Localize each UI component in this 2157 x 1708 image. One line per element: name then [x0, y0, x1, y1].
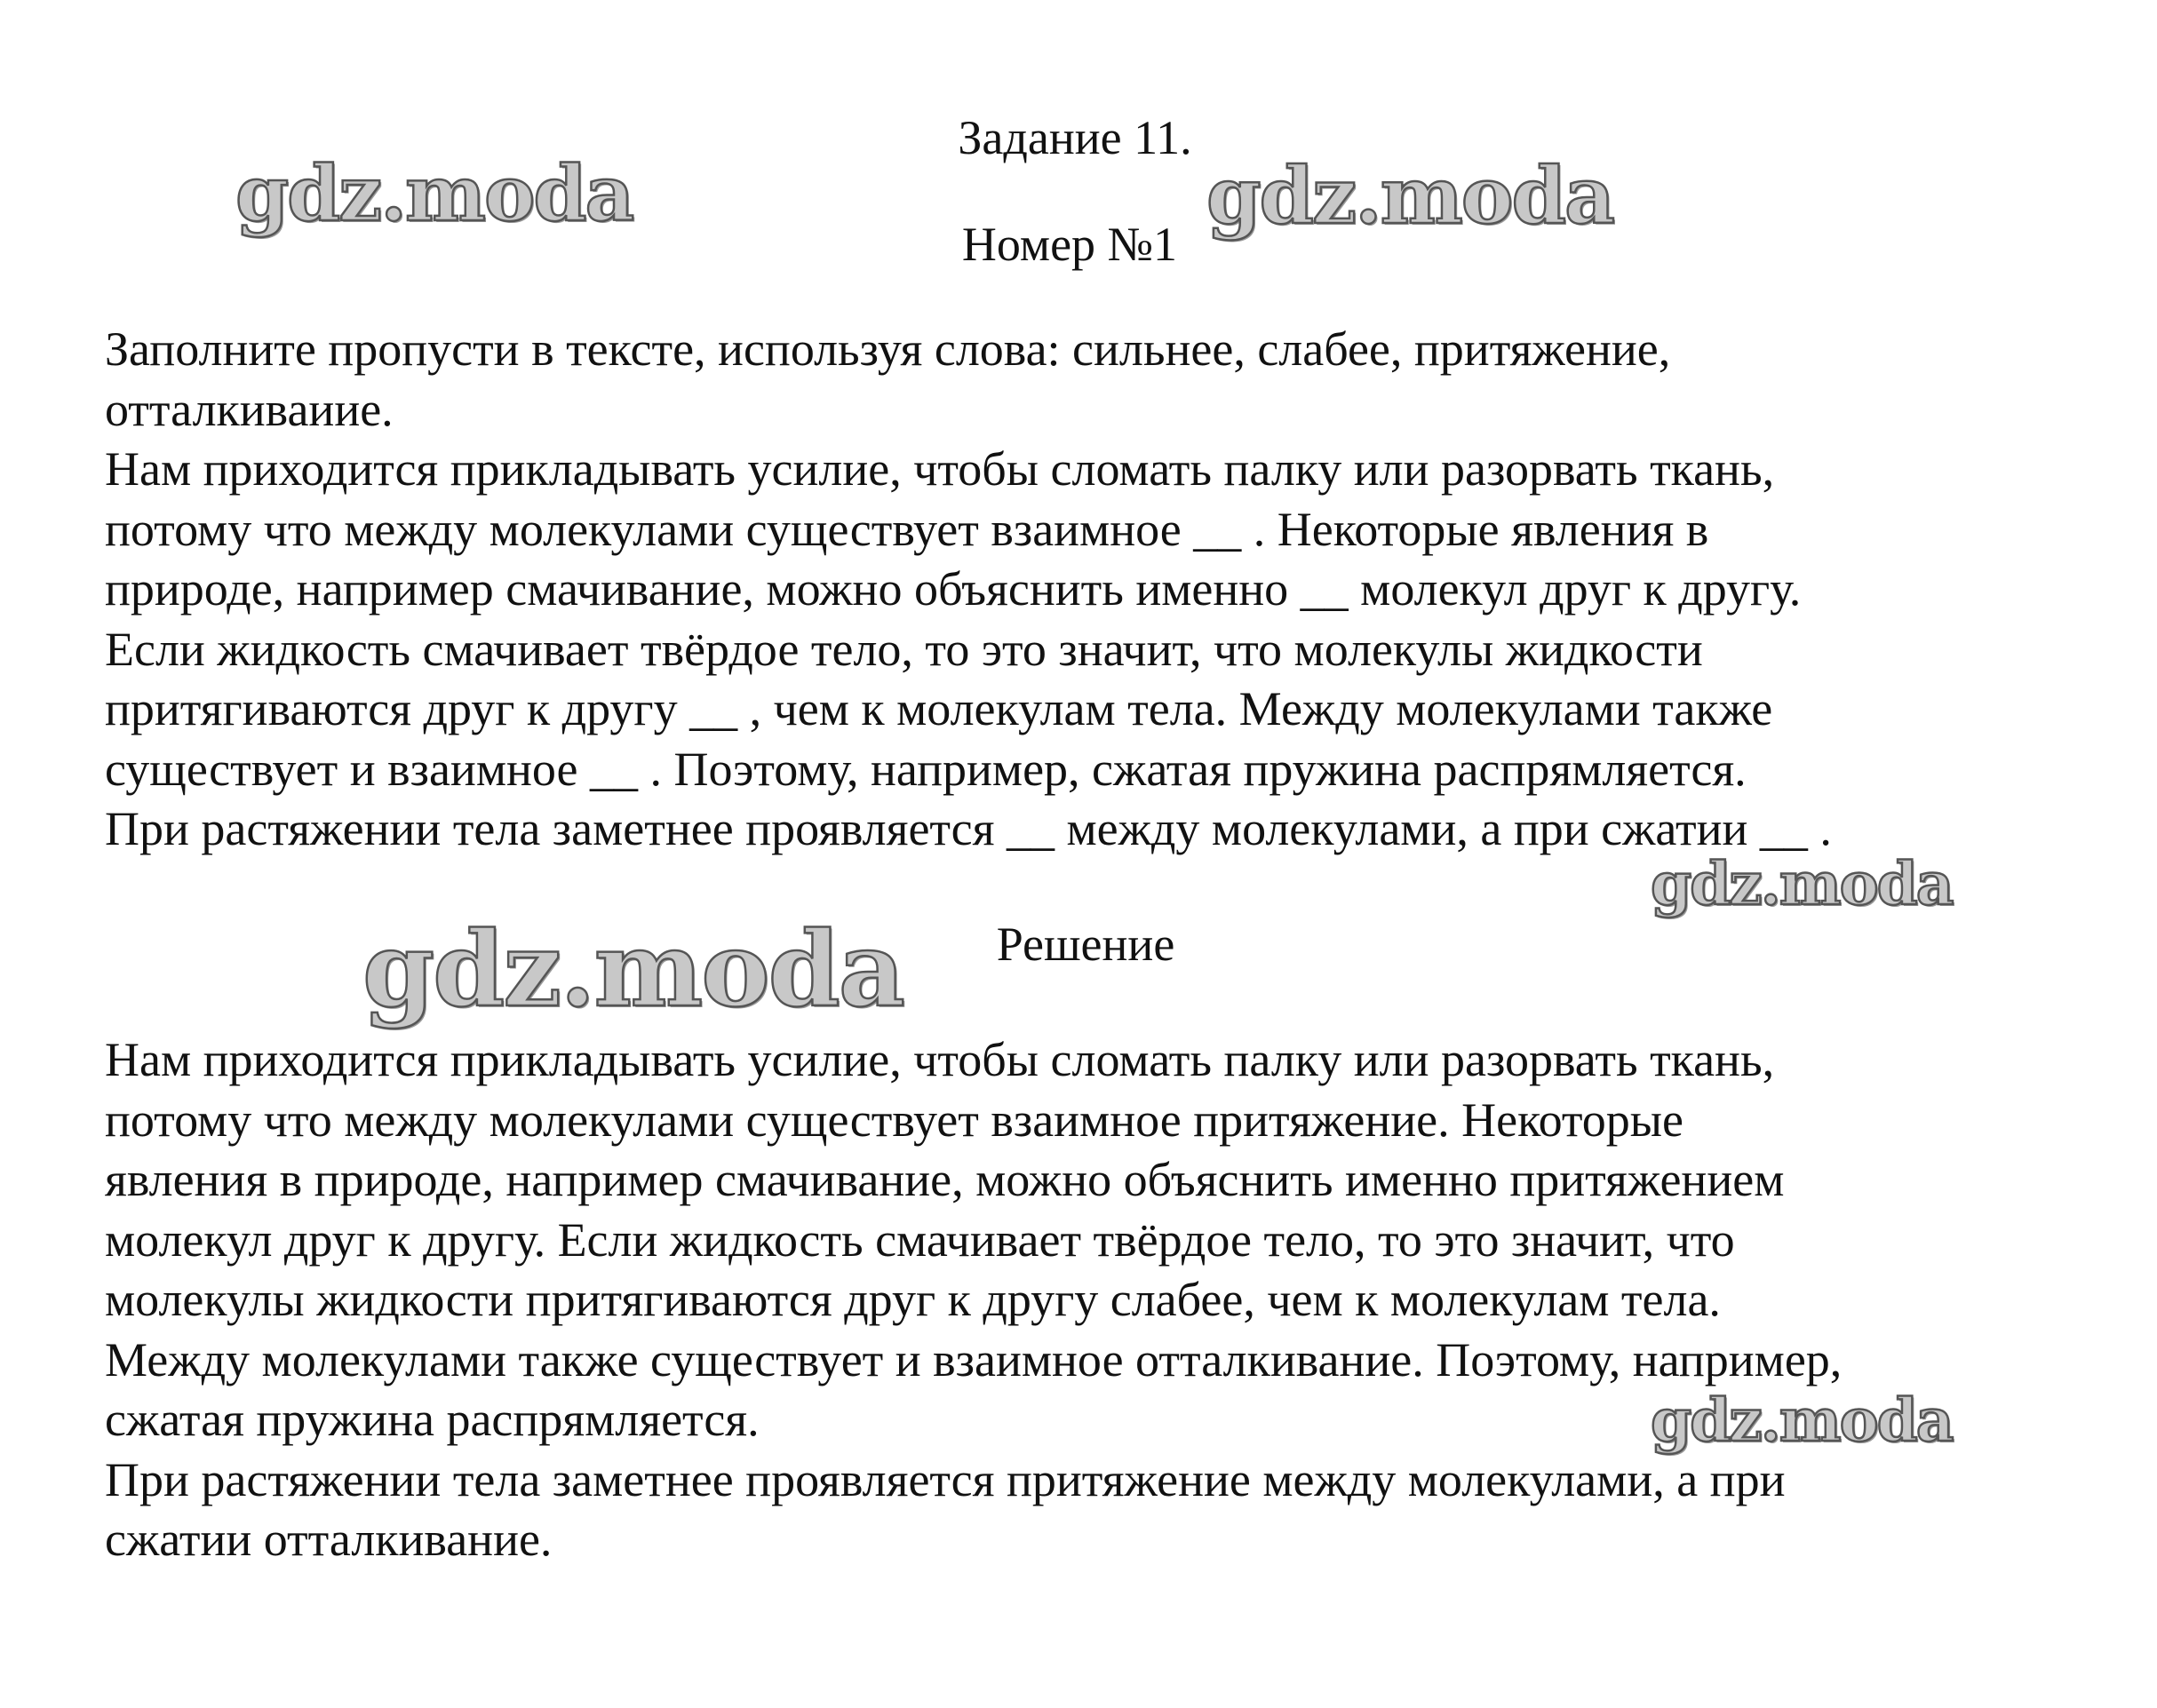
solution-text: [105, 1030, 2095, 1570]
task-line: существует и взаимное __ . Поэтому, например, сжатая пружина распрямляется.: [105, 742, 1747, 796]
task-line: Если жидкость смачивает твёрдое тело, то это значит, что молекулы жидкости: [105, 622, 1703, 676]
solution-title: Решение: [996, 918, 1175, 971]
solution-line: Нам приходится прикладывать усилие, чтобы сломать палку или разорвать ткань,: [105, 1033, 1775, 1086]
solution-line: явления в природе, например смачивание, можно объяснить именно притяжением: [105, 1153, 1785, 1206]
task-line: Заполните пропусти в тексте, используя слова: сильнее, слабее, притяжение,: [105, 322, 1671, 376]
watermark-logo: gdz.moda: [1206, 149, 1614, 242]
task-line: притягиваются друг к другу __ , чем к молекулам тела. Между молекулами также: [105, 682, 1773, 735]
watermark-logo: gdz.moda: [1651, 1386, 1953, 1455]
watermark-logo: gdz.moda: [362, 910, 903, 1030]
solution-line: сжатии отталкивание.: [105, 1513, 553, 1566]
watermark-logo: gdz.moda: [235, 149, 633, 239]
watermark-logo: gdz.moda: [1651, 849, 1953, 918]
task-line: природе, например смачивание, можно объяснить именно __ молекул друг к другу.: [105, 562, 1802, 616]
solution-line: При растяжении тела заметнее проявляется притяжение между молекулами, а при: [105, 1452, 1786, 1506]
solution-line: сжатая пружина распрямляется.: [105, 1393, 760, 1446]
task-line: При растяжении тела заметнее проявляется __ между молекулами, а при сжатии __ .: [105, 802, 1832, 855]
task-number: Номер №1: [961, 218, 1178, 271]
solution-line: Между молекулами также существует и взаимное отталкивание. Поэтому, например,: [105, 1332, 1843, 1386]
solution-line: молекулы жидкости притягиваются друг к другу слабее, чем к молекулам тела.: [105, 1273, 1721, 1326]
task-line: Нам приходится прикладывать усилие, чтобы сломать палку или разорвать ткань,: [105, 442, 1775, 496]
solution-line: потому что между молекулами существует взаимное притяжение. Некоторые: [105, 1092, 1683, 1147]
task-line: потому что между молекулами существует взаимное __ . Некоторые явления в: [105, 502, 1709, 556]
solution-line: молекул друг к другу. Если жидкость смачивает твёрдое тело, то это значит, что: [105, 1212, 1735, 1267]
task-title: Задание 11.: [958, 111, 1192, 164]
task-text: [105, 320, 2095, 860]
task-line: отталкиваиие.: [105, 382, 394, 436]
